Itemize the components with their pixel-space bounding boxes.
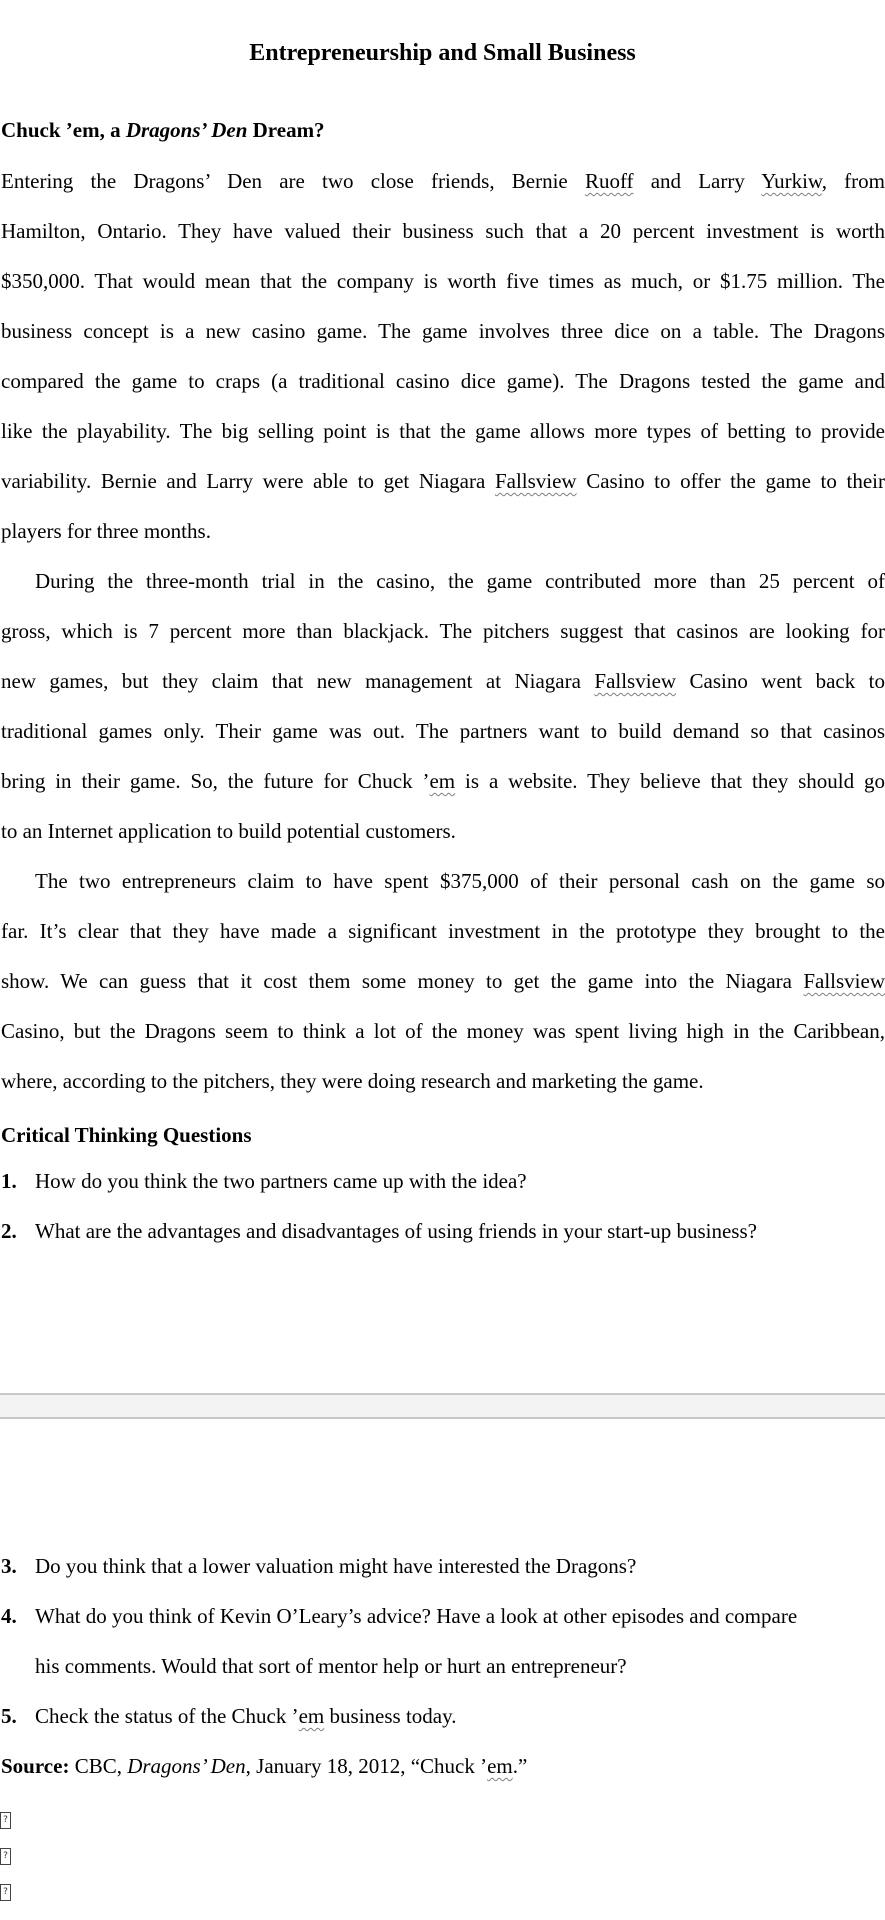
placeholder-box-icon: ?: [0, 1812, 11, 1829]
paragraph-line: business concept is a new casino game. The game involves three dice on a table. The Dragons: [1, 319, 885, 343]
paragraph-3: [1, 856, 885, 1106]
question-3: [1, 1541, 885, 1591]
question-5: [1, 1691, 885, 1741]
paragraph-line: compared the game to craps (a traditional casino dice game). The Dragons tested the game and: [1, 369, 885, 393]
question-text: What are the advantages and disadvantages of using friends in your start-up business?: [35, 1219, 757, 1243]
question-text: Check the status of the Chuck ’em business today.: [35, 1704, 457, 1728]
question-text: Do you think that a lower valuation might have interested the Dragons?: [35, 1554, 637, 1578]
question-text-continued: his comments. Would that sort of mentor help or hurt an entrepreneur?: [35, 1654, 627, 1678]
paragraph-line: The two entrepreneurs claim to have spent $375,000 of their personal cash on the game so: [35, 869, 885, 893]
paragraph-line: Casino, but the Dragons seem to think a lot of the money was spent living high in the Caribbean,: [1, 1019, 885, 1043]
question-2: [1, 1206, 885, 1256]
paragraph-line: like the playability. The big selling point is that the game allows more types of betting to provide: [1, 419, 885, 443]
case-heading: Chuck ’em, a Dragons’ Den Dream?: [1, 118, 325, 142]
source-citation: Source: CBC, Dragons’ Den, January 18, 2012, “Chuck ’em.”: [1, 1754, 528, 1778]
question-text: What do you think of Kevin O’Leary’s advice? Have a look at other episodes and compare: [35, 1604, 798, 1628]
paragraph-line: gross, which is 7 percent more than blackjack. The pitchers suggest that casinos are looking for: [1, 619, 885, 643]
paragraph-line: show. We can guess that it cost them some money to get the game into the Niagara Fallsview: [1, 969, 885, 993]
paragraph-line: Hamilton, Ontario. They have valued their business such that a 20 percent investment is worth: [1, 219, 885, 243]
paragraph-1: [1, 156, 885, 556]
source-label: Source:: [1, 1754, 70, 1778]
placeholder-box-icon: ?: [0, 1884, 11, 1901]
page-break: [0, 1393, 885, 1419]
paragraph-line: $350,000. That would mean that the company is worth five times as much, or $1.75 million. The: [1, 269, 885, 293]
question-number: 1.: [1, 1169, 17, 1193]
paragraph-line: new games, but they claim that new management at Niagara Fallsview Casino went back to: [1, 669, 885, 693]
question-number: 3.: [1, 1554, 17, 1578]
question-text: How do you think the two partners came up with the idea?: [35, 1169, 527, 1193]
paragraph-line: to an Internet application to build potential customers.: [1, 819, 456, 843]
paragraph-line: During the three-month trial in the casino, the game contributed more than 25 percent of: [35, 569, 885, 593]
question-1: [1, 1156, 885, 1206]
paragraph-line: where, according to the pitchers, they were doing research and marketing the game.: [1, 1069, 704, 1093]
paragraph-line: Entering the Dragons’ Den are two close friends, Bernie Ruoff and Larry Yurkiw, from: [1, 169, 885, 193]
question-number: 2.: [1, 1219, 17, 1243]
paragraph-line: players for three months.: [1, 519, 211, 543]
paragraph-line: traditional games only. Their game was out. The partners want to build demand so that casinos: [1, 719, 885, 743]
paragraph-line: variability. Bernie and Larry were able to get Niagara Fallsview Casino to offer the game to their: [1, 469, 885, 493]
paragraph-2: [1, 556, 885, 856]
questions-heading: Critical Thinking Questions: [1, 1123, 252, 1147]
paragraph-line: far. It’s clear that they have made a significant investment in the prototype they brought to the: [1, 919, 885, 943]
question-number: 4.: [1, 1604, 17, 1628]
placeholder-box-icon: ?: [0, 1848, 11, 1865]
case-heading-show-name: Dragons’ Den: [125, 118, 248, 142]
paragraph-line: bring in their game. So, the future for Chuck ’em is a website. They believe that they should go: [1, 769, 885, 793]
question-4: [1, 1591, 885, 1691]
question-number: 5.: [1, 1704, 17, 1728]
document-title: Entrepreneurship and Small Business: [249, 40, 636, 66]
